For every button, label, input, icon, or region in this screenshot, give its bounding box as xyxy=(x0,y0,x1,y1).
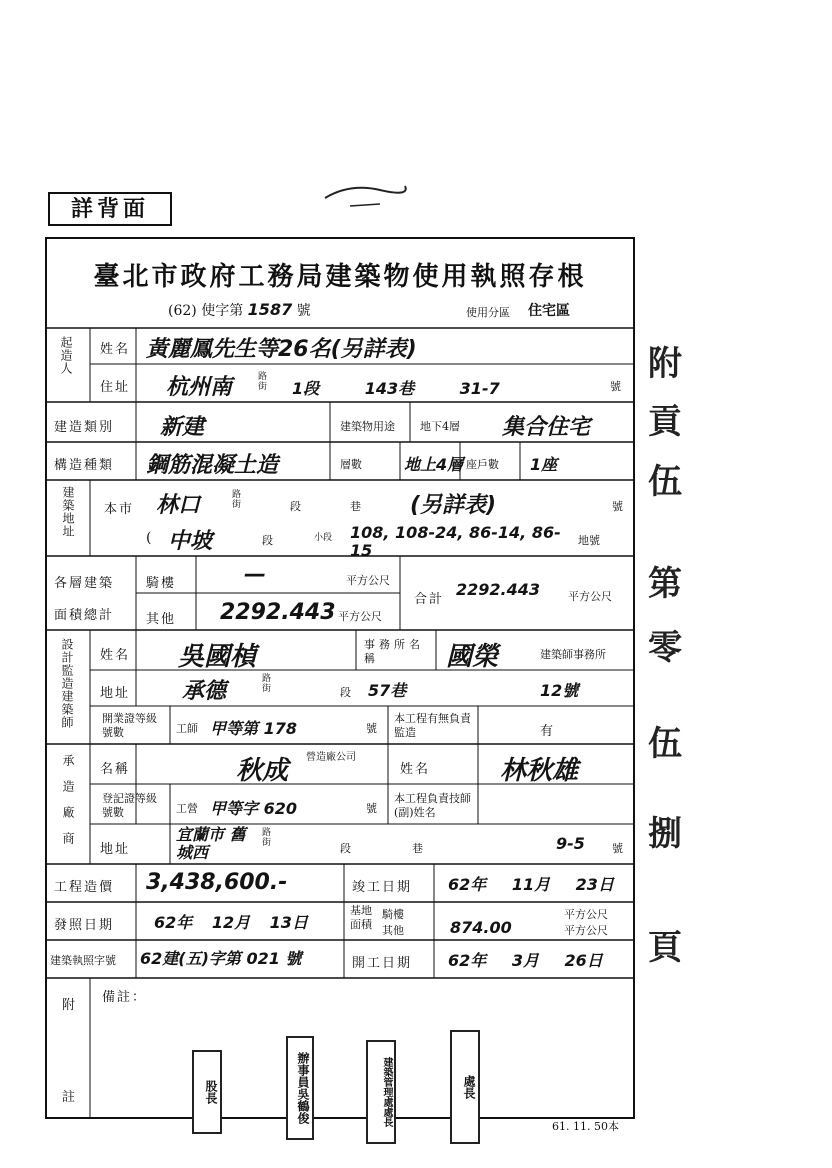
contractor-name-label: 名稱 xyxy=(100,762,131,777)
print-footer: 61. 11. 50本 xyxy=(552,1120,619,1133)
side-char-2: 貢 xyxy=(648,402,682,442)
site-lots: 108, 108-24, 86-14, 86-15 xyxy=(350,523,561,560)
site-road-unit: 路街 xyxy=(232,490,242,510)
designer-reg-value: 甲等第 178 xyxy=(210,719,297,738)
designer-addr-road: 承德 xyxy=(182,679,227,704)
site-subsec: 小段 xyxy=(314,533,333,543)
end-value: 62年 11月 23日 xyxy=(448,875,614,894)
stamp-clerk: 辦事員吳鶴俊 xyxy=(286,1036,314,1140)
contractor-reg-no: 號 xyxy=(366,802,377,815)
cost-value: 3,438,600.- xyxy=(146,870,288,895)
issue-value: 62年 12月 13日 xyxy=(154,913,308,932)
side-char-6: 伍 xyxy=(648,724,682,764)
build-type-value: 新建 xyxy=(160,415,205,440)
zone-value: 住宅區 xyxy=(528,303,570,319)
side-char-5: 零 xyxy=(648,628,682,668)
base-other-unit: 平方公尺 xyxy=(564,924,608,937)
site-lot-label: 地號 xyxy=(578,534,600,547)
stamp-office: 建築管理處處長 xyxy=(366,1040,396,1144)
contractor-addr-no-unit: 號 xyxy=(612,842,623,855)
base-arcade-label: 騎樓 xyxy=(382,908,404,921)
form-title: 臺北市政府工務局建築物使用執照存根 xyxy=(93,262,587,292)
use-label: 建築物用途 xyxy=(340,420,395,433)
office-value: 國榮 xyxy=(446,642,499,672)
contractor-addr-lane: 巷 xyxy=(412,842,423,855)
area-label-2: 面積總計 xyxy=(54,608,115,623)
total-value: 2292.443 xyxy=(456,580,541,599)
remarks-label: 備註： xyxy=(102,990,148,1005)
builder-road-unit: 路街 xyxy=(258,372,268,392)
floors-label: 層數 xyxy=(340,458,362,471)
builder-addr-no: 號 xyxy=(610,380,621,393)
builder-addr-road: 杭州南 xyxy=(166,375,233,400)
stamp-director: 處長 xyxy=(450,1030,480,1144)
designer-addr-no: 12號 xyxy=(540,681,579,700)
year: 62 xyxy=(173,303,192,319)
contractor-reg-prefix: 工營 xyxy=(176,802,198,815)
contractor-section: 承造廠商 xyxy=(61,754,75,858)
side-char-8: 頁 xyxy=(648,928,682,968)
site-no: 號 xyxy=(612,500,623,513)
arcade-unit: 平方公尺 xyxy=(346,574,390,587)
contractor-addr-no: 9-5 xyxy=(556,834,585,853)
site-city: 本市 xyxy=(104,502,135,517)
site-section: 建築地址 xyxy=(61,486,75,538)
designer-name-value: 吳國楨 xyxy=(178,642,257,672)
base-label: 基地面積 xyxy=(350,904,372,931)
site-road: 林口 xyxy=(156,493,201,518)
base-other-label: 其他 xyxy=(382,924,404,937)
permit-value: 62建(五)字第 021 號 xyxy=(140,949,302,968)
designer-road-unit: 路街 xyxy=(262,674,272,694)
contractor-reg-label: 登記證等級號數 xyxy=(102,792,157,819)
contractor-addr-seg: 段 xyxy=(340,842,351,855)
other-label: 其他 xyxy=(146,612,177,627)
builder-section: 起造人 xyxy=(59,336,73,375)
designer-reg-prefix: 工師 xyxy=(176,722,198,735)
build-type-label: 建造類別 xyxy=(54,420,115,435)
contractor-person-value: 林秋雄 xyxy=(500,756,579,786)
builder-addr-label: 住址 xyxy=(100,380,131,395)
designer-name-label: 姓名 xyxy=(100,648,131,663)
units-value: 1座 xyxy=(530,455,558,474)
designer-addr-label: 地址 xyxy=(100,686,131,701)
base-other-value: 874.00 xyxy=(450,918,512,937)
doc-tag: 詳背面 xyxy=(48,192,172,226)
side-char-3: 伍 xyxy=(648,462,682,502)
arcade-label: 騎樓 xyxy=(146,576,177,591)
site-extra: (另詳表) xyxy=(410,493,497,518)
office-label: 事務所名稱 xyxy=(364,638,424,665)
designer-reg-no: 號 xyxy=(366,722,377,735)
zone-label: 使用分區 xyxy=(466,306,510,319)
contractor-road-unit: 路街 xyxy=(262,828,272,848)
structure-value: 鋼筋混凝土造 xyxy=(146,453,279,478)
start-value: 62年 3月 26日 xyxy=(448,951,603,970)
number-word: 使字第 xyxy=(201,303,244,319)
area-label-1: 各層建築 xyxy=(54,576,115,591)
remarks-side-1: 附 xyxy=(62,998,78,1013)
side-char-1: 附 xyxy=(648,344,682,384)
contractor-person-label: 姓名 xyxy=(400,762,431,777)
issue-label: 發照日期 xyxy=(54,918,115,933)
contractor-addr-value: 宜蘭市 舊城西 xyxy=(176,825,246,862)
side-char-7: 捌 xyxy=(648,814,682,854)
site-paren: ( xyxy=(146,530,152,546)
side-char-4: 第 xyxy=(648,564,682,604)
designer-addr-lane: 57巷 xyxy=(368,681,407,700)
site-district-unit: 段 xyxy=(262,534,273,547)
other-value: 2292.443 xyxy=(220,600,336,625)
tech-label: 本工程負責技師(副)姓名 xyxy=(394,792,471,819)
stamp-section-chief: 股長 xyxy=(192,1050,222,1134)
contractor-reg-value: 甲等字 620 xyxy=(210,799,297,818)
site-district: 中坡 xyxy=(168,529,213,554)
designer-reg-label: 開業證等級號數 xyxy=(102,712,157,739)
permit-number: (62) 使字第 1587 號 xyxy=(168,300,311,319)
structure-label: 構造種類 xyxy=(54,458,115,473)
supervise-label: 本工程有無負責監造 xyxy=(394,712,471,739)
arcade-value: — xyxy=(244,562,266,587)
contractor-name-suffix: 營造廠公司 xyxy=(306,752,356,763)
office-suffix: 建築師事務所 xyxy=(540,648,606,661)
use-prefix: 地下4層 xyxy=(420,420,460,433)
start-label: 開工日期 xyxy=(352,956,413,971)
contractor-name-value: 秋成 xyxy=(236,756,289,786)
site-seg: 段 xyxy=(290,500,301,513)
supervise-value: 有 xyxy=(540,724,556,739)
floors-value: 地上4層 xyxy=(404,455,464,474)
use-value: 集合住宅 xyxy=(502,415,591,440)
contractor-addr-label: 地址 xyxy=(100,842,131,857)
builder-addr-parts: 1段 143巷 31-7 xyxy=(292,379,500,398)
designer-section: 設計監造建築師 xyxy=(60,638,74,729)
cost-label: 工程造價 xyxy=(54,880,115,895)
builder-name-value: 黃麗鳳先生等26名(另詳表) xyxy=(146,337,417,362)
end-label: 竣工日期 xyxy=(352,880,413,895)
base-arcade-unit: 平方公尺 xyxy=(564,908,608,921)
number-suffix: 號 xyxy=(296,303,311,319)
designer-addr-seg: 段 xyxy=(340,686,351,699)
other-unit: 平方公尺 xyxy=(338,610,382,623)
total-unit: 平方公尺 xyxy=(568,590,612,603)
number-value: 1587 xyxy=(247,300,293,319)
site-lane: 巷 xyxy=(350,500,361,513)
remarks-side-2: 註 xyxy=(62,1090,78,1105)
permit-label: 建築執照字號 xyxy=(50,954,116,967)
total-label: 合計 xyxy=(414,592,445,607)
builder-name-label: 姓名 xyxy=(100,342,131,357)
units-label: 座戶數 xyxy=(466,458,499,471)
